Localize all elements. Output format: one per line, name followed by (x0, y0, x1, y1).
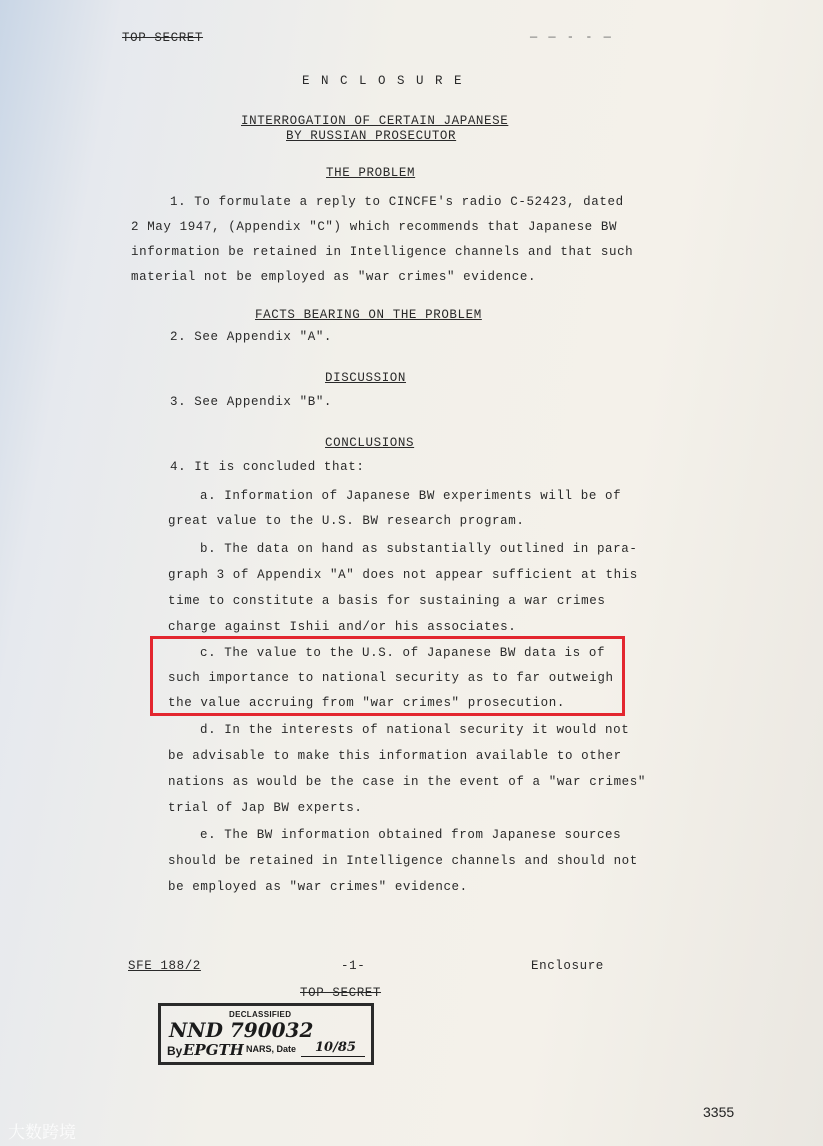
para-1-line: 2 May 1947, (Appendix "C") which recommends that Japanese BW (131, 220, 618, 234)
item-c-line: such importance to national security as to far outweigh (168, 671, 614, 685)
item-d-line: nations as would be the case in the event of a "war crimes" (168, 775, 646, 789)
stamp-declassified: DECLASSIFIED (229, 1010, 292, 1019)
item-b-line: graph 3 of Appendix "A" does not appear sufficient at this (168, 568, 638, 582)
item-e-line: e. The BW information obtained from Japanese sources (200, 828, 622, 842)
subject-line-2: BY RUSSIAN PROSECUTOR (286, 129, 457, 143)
para-1-line: information be retained in Intelligence channels and that such (131, 245, 634, 259)
stamp-signature: EPGTH (183, 1041, 244, 1059)
item-b-line: charge against Ishii and/or his associates. (168, 620, 517, 634)
item-c-line: c. The value to the U.S. of Japanese BW data is of (200, 646, 606, 660)
top-classification: TOP SECRET (122, 31, 204, 45)
para-4: 4. It is concluded that: (170, 460, 365, 474)
para-1-line: material not be employed as "war crimes" evidence. (131, 270, 537, 284)
footer-label: Enclosure (531, 959, 604, 973)
stamp-signature-rule (301, 1056, 365, 1057)
archive-number: 3355 (703, 1104, 735, 1120)
item-d-line: trial of Jap BW experts. (168, 801, 363, 815)
item-e-line: be employed as "war crimes" evidence. (168, 880, 468, 894)
item-d-line: be advisable to make this information available to other (168, 749, 622, 763)
stamp-date: 10/85 (315, 1040, 356, 1055)
footer-page-number: -1- (341, 959, 366, 973)
conclusions-heading: CONCLUSIONS (325, 436, 415, 450)
stamp-nars: NARS, Date (246, 1044, 297, 1054)
footer-ref: SFE 188/2 (128, 959, 201, 973)
discussion-heading: DISCUSSION (325, 371, 407, 385)
item-a-line: great value to the U.S. BW research program. (168, 514, 525, 528)
para-1-line: 1. To formulate a reply to CINCFE's radio C-52423, dated (170, 195, 624, 209)
item-d-line: d. In the interests of national security it would not (200, 723, 630, 737)
item-b-line: time to constitute a basis for sustaining a war crimes (168, 594, 606, 608)
item-a-line: a. Information of Japanese BW experiments will be of (200, 489, 622, 503)
facts-heading: FACTS BEARING ON THE PROBLEM (255, 308, 482, 322)
problem-heading: THE PROBLEM (326, 166, 416, 180)
item-e-line: should be retained in Intelligence channels and should not (168, 854, 638, 868)
item-b-line: b. The data on hand as substantially outlined in para- (200, 542, 638, 556)
subject-line-1: INTERROGATION OF CERTAIN JAPANESE (241, 114, 509, 128)
para-3: 3. See Appendix "B". (170, 395, 333, 409)
watermark-logo: 大数跨境 (8, 1123, 76, 1143)
declassified-stamp (158, 1003, 374, 1065)
enclosure-title: E N C L O S U R E (302, 74, 464, 88)
stamp-by-prefix: By (167, 1044, 183, 1058)
stamp-authority: NND 790032 (169, 1018, 314, 1042)
item-c-line: the value accruing from "war crimes" prosecution. (168, 696, 565, 710)
bottom-classification: TOP SECRET (300, 986, 382, 1000)
header-dash-mark: — — - - — (530, 30, 613, 44)
para-2: 2. See Appendix "A". (170, 330, 333, 344)
